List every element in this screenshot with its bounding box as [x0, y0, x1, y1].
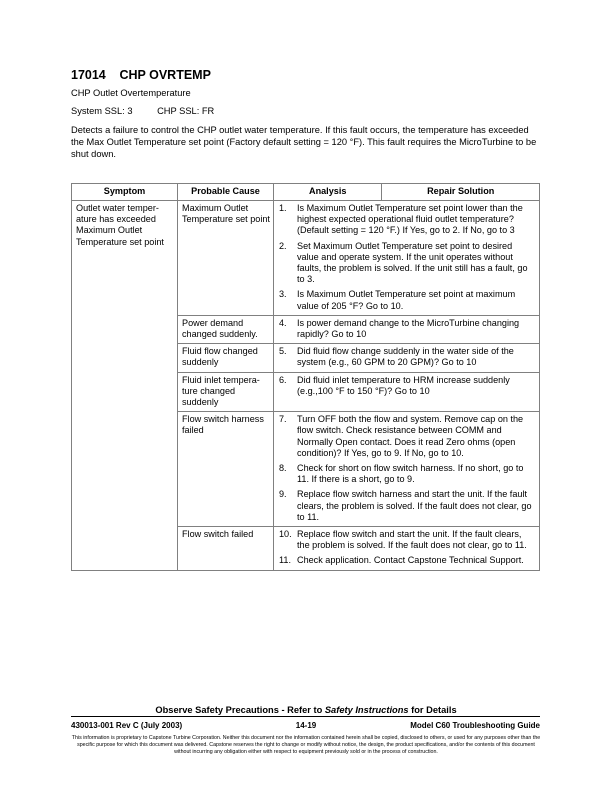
fault-description: Detects a failure to control the CHP outlet water temperature. If this fault occurs, the temperature has exceeded the Max Outlet Temperature set point (Factory default setting = 120 °F). This fault requires the MicroTurbine to be shut down. — [71, 125, 537, 159]
safety-link-text: Safety Instructions — [324, 705, 409, 715]
cause-cell: Flow switch failed — [178, 527, 274, 571]
table-header-row — [72, 184, 540, 201]
fault-code: 17014 — [71, 68, 106, 82]
step-text: Is power demand change to the MicroTurbine changing rapidly? Go to 10 — [297, 317, 520, 340]
header-symptom: Symptom — [72, 184, 178, 201]
step-number: 6. — [279, 374, 287, 385]
symptom-cell: Outlet water temper-ature has exceeded Maximum Outlet Temperature set point — [72, 201, 178, 571]
document-number: 430013-001 Rev C (July 2003) — [71, 721, 183, 730]
step-number: 9. — [279, 489, 287, 500]
footer-rule — [71, 716, 540, 717]
ssl-line — [71, 105, 214, 117]
cause-cell: Fluid inlet tempera-ture changed suddenly — [178, 372, 274, 412]
step-text: Replace flow switch harness and start the unit. If the fault clears, the problem is solved. If the fault does not clear, go to 11. — [297, 489, 532, 522]
cause-cell: Maximum Outlet Temperature set point — [178, 201, 274, 316]
step-text: Turn OFF both the flow and system. Remove cap on the flow switch. Check resistance between COMM and Normally Open contact. Does it read Zero ohms (open condition)? If Yes, go to 9. If No, go to 10. — [297, 414, 524, 458]
analysis-step — [279, 414, 535, 459]
header-probable-cause: Probable Cause — [178, 184, 274, 201]
page-number: 14-19 — [295, 721, 317, 730]
step-text: Check for short on flow switch harness. If no short, go to 11. If there is a short, go to 9. — [297, 463, 524, 485]
fault-subtitle: CHP Outlet Overtemperature — [71, 88, 191, 98]
fault-heading — [71, 68, 211, 82]
step-text: Replace flow switch and start the unit. If the fault clears, the problem is solved. If the fault does not clear, go to 11. — [297, 529, 527, 551]
document-title: Model C60 Troubleshooting Guide — [410, 721, 540, 730]
safety-prefix: Observe Safety Precautions - Refer to — [155, 705, 325, 715]
step-number: 4. — [279, 317, 287, 328]
analysis-step — [279, 241, 535, 286]
step-number: 5. — [279, 346, 287, 357]
analysis-step — [279, 289, 535, 311]
step-number: 7. — [279, 414, 287, 425]
analysis-step — [279, 346, 535, 368]
step-number: 10. — [279, 529, 292, 540]
step-number: 8. — [279, 463, 287, 474]
analysis-cell — [274, 201, 540, 316]
analysis-cell — [274, 315, 540, 343]
analysis-step — [279, 318, 535, 340]
header-repair-solution: Repair Solution — [382, 184, 540, 201]
step-text: Set Maximum Outlet Temperature set point to desired value and operate system. If the unit operates without faults, the problem is solved. If the unit still has a fault, go to 3. — [297, 240, 528, 285]
step-text: Did fluid inlet temperature to HRM increase suddenly (e.g.,100 °F to 150 °F)? Go to 10 — [297, 374, 510, 396]
cause-cell: Flow switch harness failed — [178, 412, 274, 527]
analysis-step — [279, 203, 535, 237]
analysis-cell — [274, 527, 540, 571]
analysis-cell — [274, 412, 540, 527]
step-number: 3. — [279, 289, 287, 300]
safety-notice — [0, 705, 612, 715]
table-row — [72, 201, 540, 316]
safety-suffix: for Details — [408, 705, 457, 715]
analysis-step — [279, 555, 535, 566]
proprietary-notice: This information is proprietary to Capstone Turbine Corporation. Neither this document nor the information contained herein shall be copied, disclosed to others, or used for any purposes other than the specific purpose for which this document was delivered. Capstone reserves the right to change or modify without notice, the design, the product specifications, and/or the contents of this document without incurring any obligation either with respect to equipment previously sold or in the process of construction. — [71, 735, 541, 755]
fault-title: CHP OVRTEMP — [119, 68, 211, 82]
analysis-cell — [274, 372, 540, 412]
system-ssl: System SSL: 3 — [71, 106, 133, 116]
step-number: 11. — [279, 555, 291, 566]
analysis-step — [279, 375, 535, 397]
analysis-step — [279, 463, 535, 485]
cause-cell: Power demand changed suddenly. — [178, 315, 274, 343]
step-number: 1. — [279, 203, 287, 213]
step-number: 2. — [279, 240, 287, 251]
troubleshooting-table — [71, 183, 540, 571]
table-body — [72, 201, 540, 571]
step-text: Did fluid flow change suddenly in the water side of the system (e.g., 60 GPM to 20 GPM)? Go to 10 — [297, 346, 514, 368]
chp-ssl: CHP SSL: FR — [157, 106, 215, 116]
header-analysis: Analysis — [274, 184, 382, 201]
analysis-cell — [274, 344, 540, 372]
step-text: Is Maximum Outlet Temperature set point lower than the highest expected operational fluid outlet temperature? (Default setting = 120 °F.) If Yes, go to 2. If No, go to 3 — [297, 203, 523, 236]
analysis-step — [279, 489, 535, 523]
cause-cell: Fluid flow changed suddenly — [178, 344, 274, 372]
step-text: Check application. Contact Capstone Technical Support. — [297, 555, 524, 566]
analysis-step — [279, 529, 535, 551]
step-text: Is Maximum Outlet Temperature set point at maximum value of 205 °F? Go to 10. — [297, 289, 516, 311]
